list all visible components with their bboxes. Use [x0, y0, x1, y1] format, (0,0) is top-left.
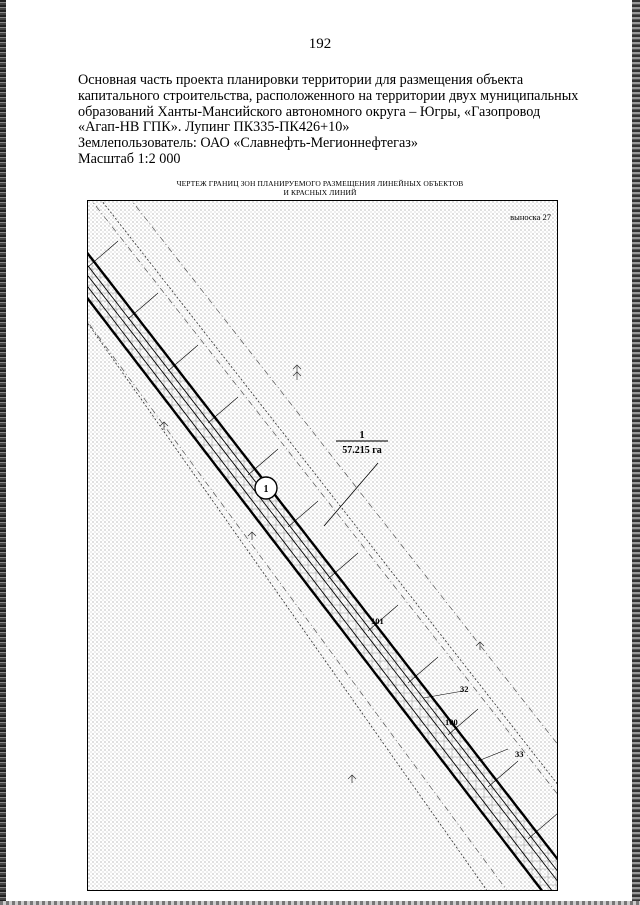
point-label: 101 [371, 616, 384, 626]
map-drawing [87, 200, 558, 891]
map-title [80, 180, 560, 197]
scan-edge-left [0, 0, 6, 905]
document-heading [78, 72, 579, 168]
zone-number: 1 [359, 430, 365, 441]
point-label: 33 [515, 749, 524, 759]
heading-line: образований Ханты-Мансийского автономного округа – Югры, «Газопровод [78, 103, 541, 120]
point-label: 32 [460, 684, 469, 694]
page-number: 192 [308, 36, 332, 52]
map-title-line: ЧЕРТЕЖ ГРАНИЦ ЗОН ПЛАНИРУЕМОГО РАЗМЕЩЕНИЯ ЛИНЕЙНЫХ ОБЪЕКТОВ [176, 179, 464, 188]
circle-marker-label: 1 [263, 484, 269, 495]
inset-label: выноска 27 [510, 212, 551, 222]
map-title-line: И КРАСНЫХ ЛИНИЙ [283, 187, 357, 197]
scan-edge-bottom [0, 901, 640, 905]
zone-area: 57.215 га [342, 445, 382, 456]
heading-line: Землепользователь: ОАО «Славнефть-Мегионнефтегаз» [78, 135, 418, 152]
heading-line: Масштаб 1:2 000 [78, 150, 181, 167]
point-label: 100 [445, 717, 458, 727]
heading-line: Основная часть проекта планировки территории для размещения объекта [78, 72, 524, 88]
map-svg [88, 201, 558, 891]
scan-edge-right [632, 0, 640, 905]
heading-line: «Агап-НВ ГПК». Лупинг ПК335-ПК426+10» [78, 119, 350, 136]
heading-line: капитального строительства, расположенного на территории двух муниципальных [78, 87, 579, 104]
